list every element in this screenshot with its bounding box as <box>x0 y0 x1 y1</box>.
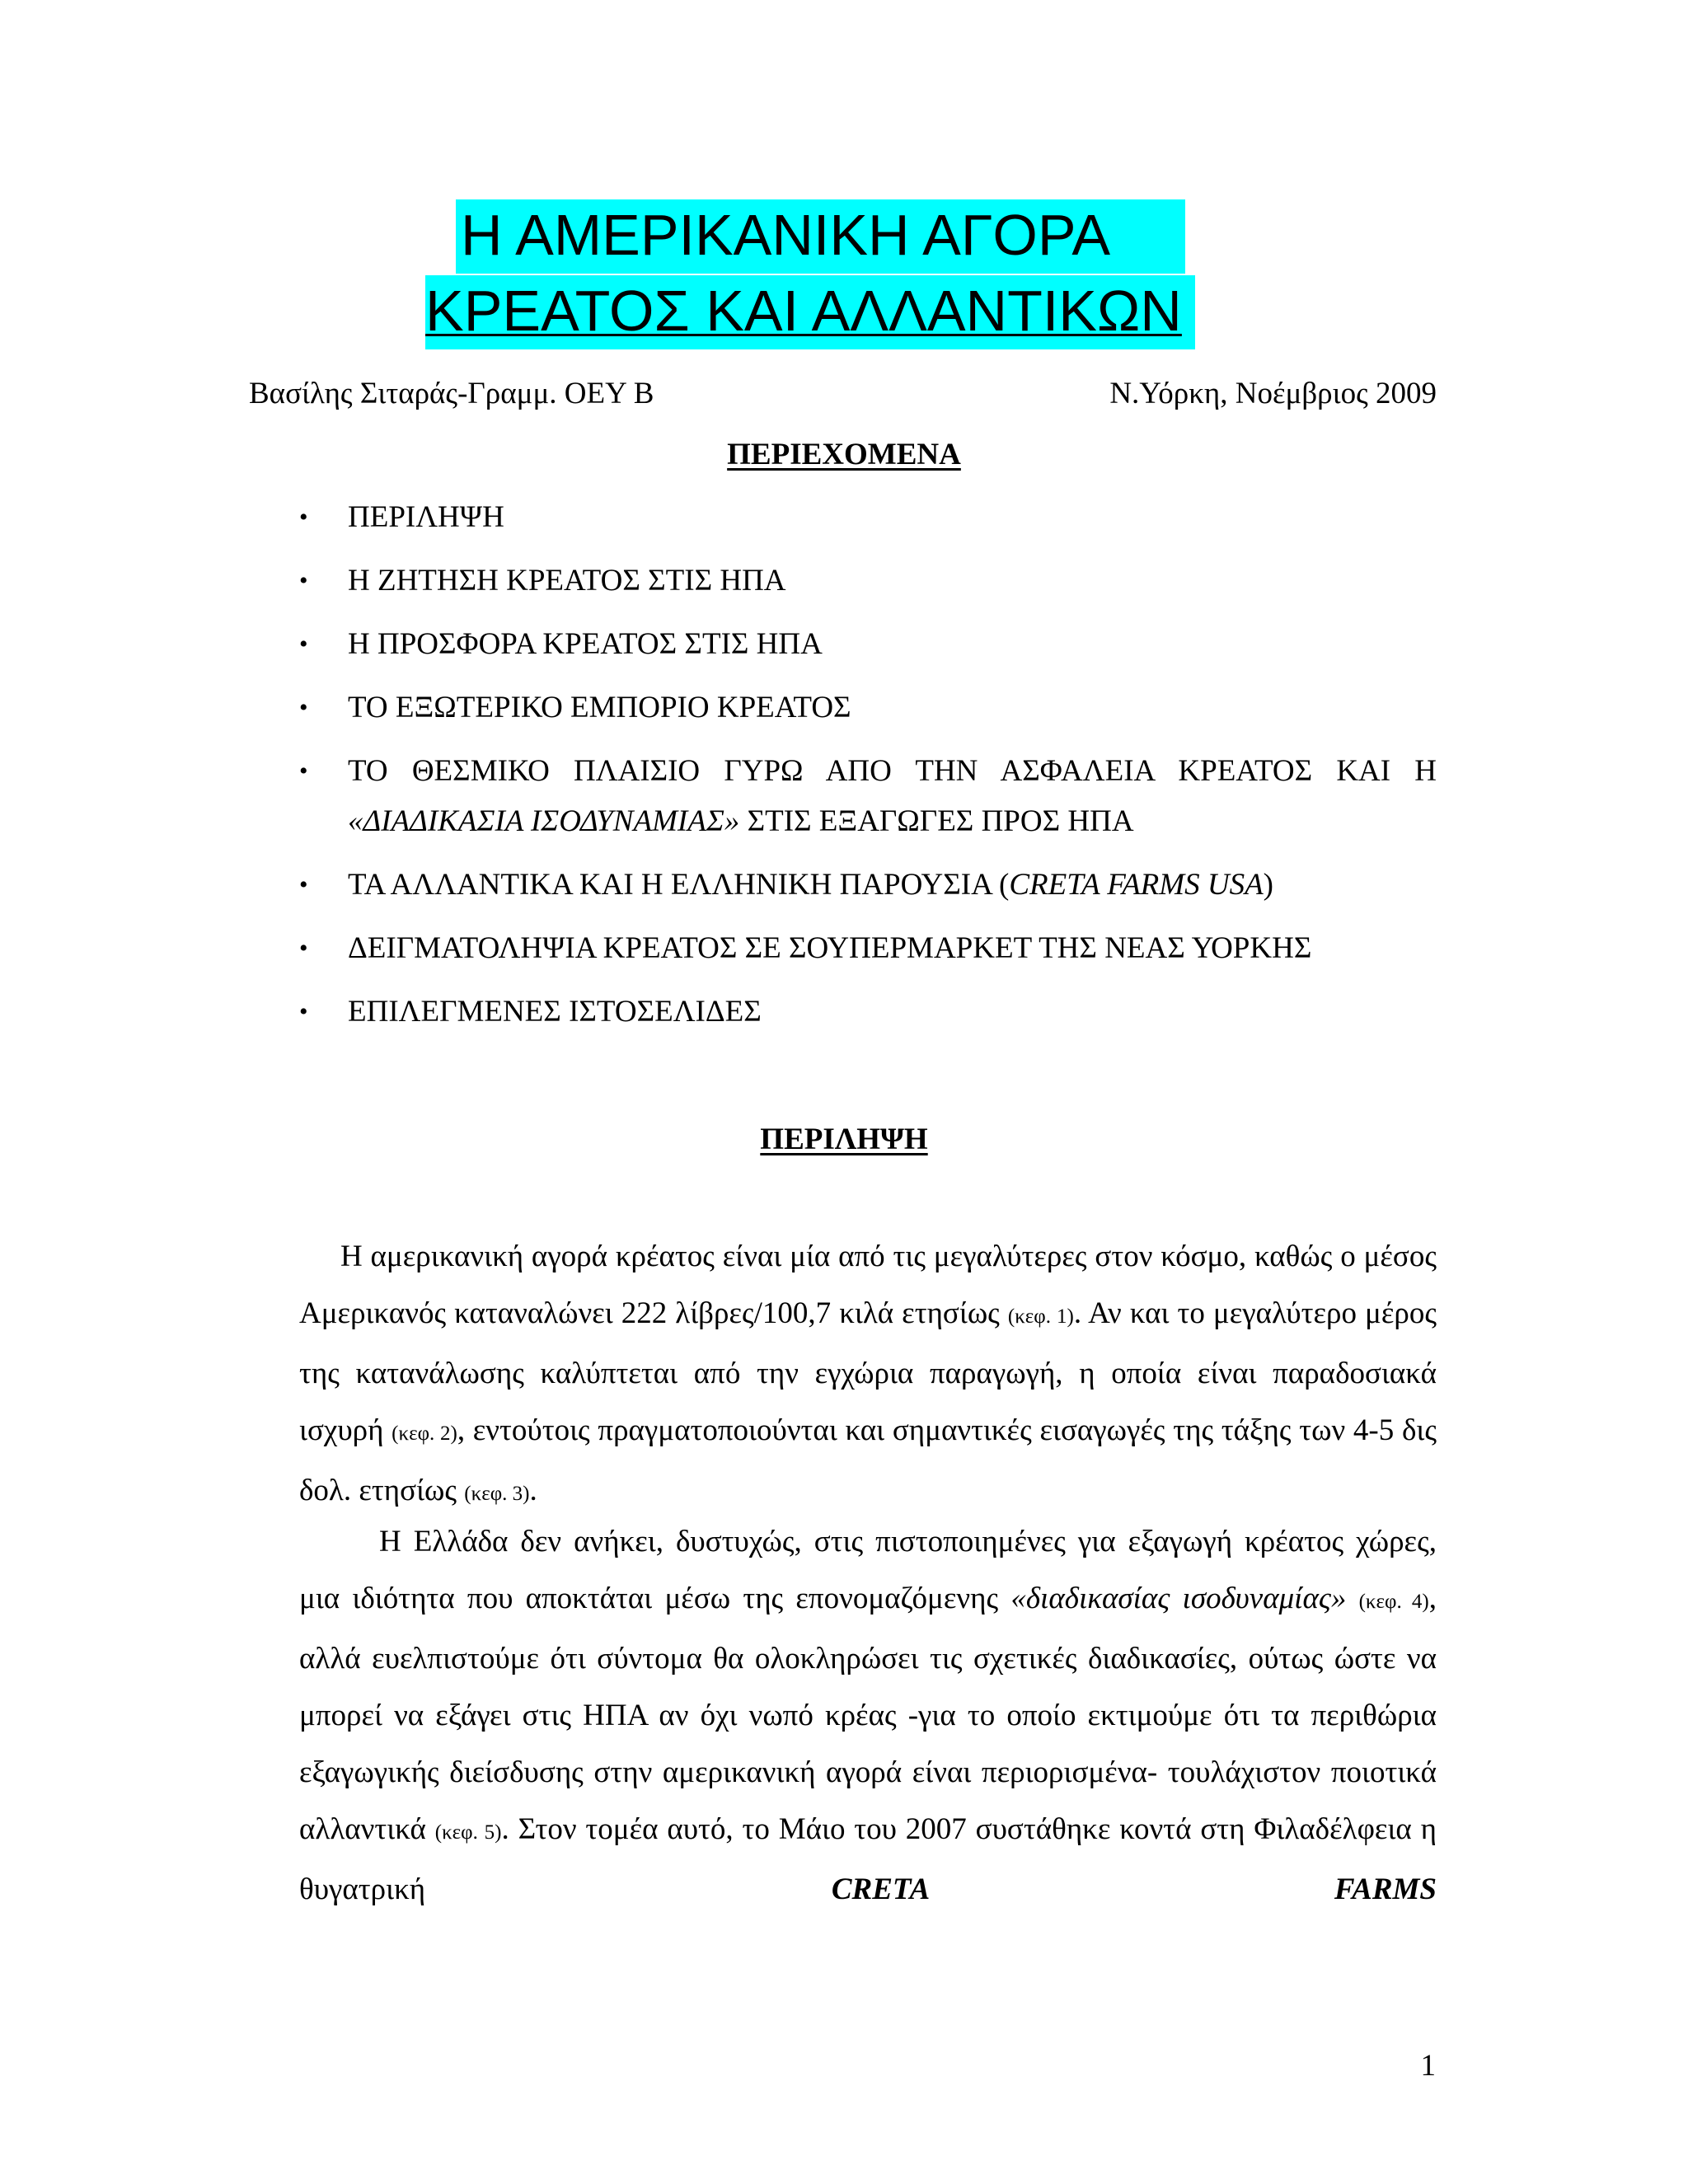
chapter-reference: (κεφ. 1) <box>1007 1305 1074 1328</box>
italic-term: «διαδικασίας ισοδυναμίας» <box>1010 1582 1347 1615</box>
toc-item-label-rest: ΣΤΙΣ ΕΞΑΓΩΓΕΣ ΠΡΟΣ ΗΠΑ <box>739 804 1134 838</box>
paragraph-text: . Αν και το μεγαλύτερο μέρος της κατανάλωσης καλύπτεται από την εγχώρια παραγωγή, η οποία είναι παραδοσιακά ισχυρή <box>299 1296 1437 1447</box>
paragraph-text: Η αμερικανική αγορά κρέατος είναι μία από τις μεγαλύτερες στον κόσμο, καθώς ο μέσος Αμερικανός καταναλώνει 222 λίβρες/100,7 κιλά ετησίως <box>299 1240 1437 1330</box>
paragraph-text: , εντούτοις πραγματοποιούνται και σημαντικές εισαγωγές της τάξης των 4-5 δις δολ. ετησίως <box>299 1413 1437 1507</box>
chapter-reference: (κεφ. 2) <box>392 1422 457 1445</box>
toc-item <box>299 746 1437 846</box>
toc-item <box>299 923 1437 973</box>
bullet-icon: • <box>299 504 308 531</box>
table-of-contents <box>299 492 1437 1050</box>
summary-paragraph-2 <box>299 1513 1437 1918</box>
document-title-line-1: Η ΑΜΕΡΙΚΑΝΙΚΗ ΑΓΟΡΑ <box>456 199 1185 274</box>
page-number: 1 <box>1420 2049 1436 2083</box>
bullet-icon: • <box>299 694 308 721</box>
author-line: Βασίλης Σιταράς-Γραμμ. ΟΕΥ Β <box>249 377 654 410</box>
bullet-icon: • <box>299 567 308 594</box>
toc-item <box>299 619 1437 669</box>
toc-item <box>299 555 1437 606</box>
paragraph-text <box>1346 1582 1358 1615</box>
toc-item-label: ΤΟ ΕΞΩΤΕΡΙΚΟ ΕΜΠΟΡΙΟ ΚΡΕΑΤΟΣ <box>348 691 851 724</box>
toc-item-label-italic: «ΔΙΑΔΙΚΑΣΙΑ ΙΣΟΔΥΝΑΜΙΑΣ» <box>348 804 740 838</box>
paragraph-text: Η Ελλάδα δεν ανήκει, δυστυχώς, στις πιστοποιημένες για εξαγωγή κρέατος χώρες, μια ιδιότητα που αποκτάται μέσω της επονομαζόμενης <box>299 1525 1437 1615</box>
chapter-reference: (κεφ. 4) <box>1358 1591 1429 1613</box>
toc-item <box>299 987 1437 1037</box>
bullet-icon: • <box>299 757 308 785</box>
summary-paragraph-1 <box>299 1228 1437 1522</box>
toc-item <box>299 682 1437 733</box>
toc-item-label: ΔΕΙΓΜΑΤΟΛΗΨΙΑ ΚΡΕΑΤΟΣ ΣΕ ΣΟΥΠΕΡΜΑΡΚΕΤ ΤΗΣ ΝΕΑΣ ΥΟΡΚΗΣ <box>348 931 1312 965</box>
summary-heading: ΠΕΡΙΛΗΨΗ <box>760 1122 928 1156</box>
company-name: CRETA FARMS <box>831 1872 1437 1906</box>
paragraph-text: . <box>529 1474 537 1507</box>
paragraph-text: , αλλά ευελπιστούμε ότι σύντομα θα ολοκληρώσει τις σχετικές διαδικασίες, ούτως ώστε να μπορεί να εξάγει στις ΗΠΑ αν όχι νωπό κρέας -για το οποίο εκτιμούμε ότι τα περιθώρια εξαγωγικής διείσδυσης στην αμερικανική αγορά είναι περιορισμένα- τουλάχιστον ποιοτικά αλλαντικά <box>299 1582 1437 1846</box>
bullet-icon: • <box>299 935 308 962</box>
toc-heading: ΠΕΡΙΕΧΟΜΕΝΑ <box>727 438 961 471</box>
toc-item <box>299 860 1437 910</box>
bullet-icon: • <box>299 871 308 898</box>
chapter-reference: (κεφ. 5) <box>434 1821 502 1844</box>
toc-item-label: ΕΠΙΛΕΓΜΕΝΕΣ ΙΣΤΟΣΕΛΙΔΕΣ <box>348 995 762 1029</box>
toc-item-label: ΤΑ ΑΛΛΑΝΤΙΚΑ ΚΑΙ Η ΕΛΛΗΝΙΚΗ ΠΑΡΟΥΣΙΑ ( <box>348 868 1010 902</box>
chapter-reference: (κεφ. 3) <box>464 1483 530 1505</box>
toc-item-label: ΠΕΡΙΛΗΨΗ <box>348 500 504 534</box>
paragraph-text: . Στον τομέα αυτό, το Μάιο του 2007 συστάθηκε κοντά στη Φιλαδέλφεια η θυγατρική <box>299 1812 1437 1906</box>
toc-item-label: Η ΖΗΤΗΣΗ ΚΡΕΑΤΟΣ ΣΤΙΣ ΗΠΑ <box>348 564 786 598</box>
toc-item-label-rest: ) <box>1263 868 1273 902</box>
toc-item-label-italic: CRETA FARMS USA <box>1009 868 1264 902</box>
toc-item-label: Η ΠΡΟΣΦΟΡΑ ΚΡΕΑΤΟΣ ΣΤΙΣ ΗΠΑ <box>348 627 823 661</box>
toc-item <box>299 492 1437 542</box>
document-title-line-2: ΚΡΕΑΤΟΣ ΚΑΙ ΑΛΛΑΝΤΙΚΩΝ <box>425 275 1195 349</box>
bullet-icon: • <box>299 998 308 1025</box>
place-date-line: Ν.Υόρκη, Νοέμβριος 2009 <box>1109 377 1437 410</box>
bullet-icon: • <box>299 630 308 658</box>
toc-item-label: ΤΟ ΘΕΣΜΙΚΟ ΠΛΑΙΣΙΟ ΓΥΡΩ ΑΠΟ ΤΗΝ ΑΣΦΑΛΕΙΑ ΚΡΕΑΤΟΣ ΚΑΙ Η <box>348 754 1437 788</box>
